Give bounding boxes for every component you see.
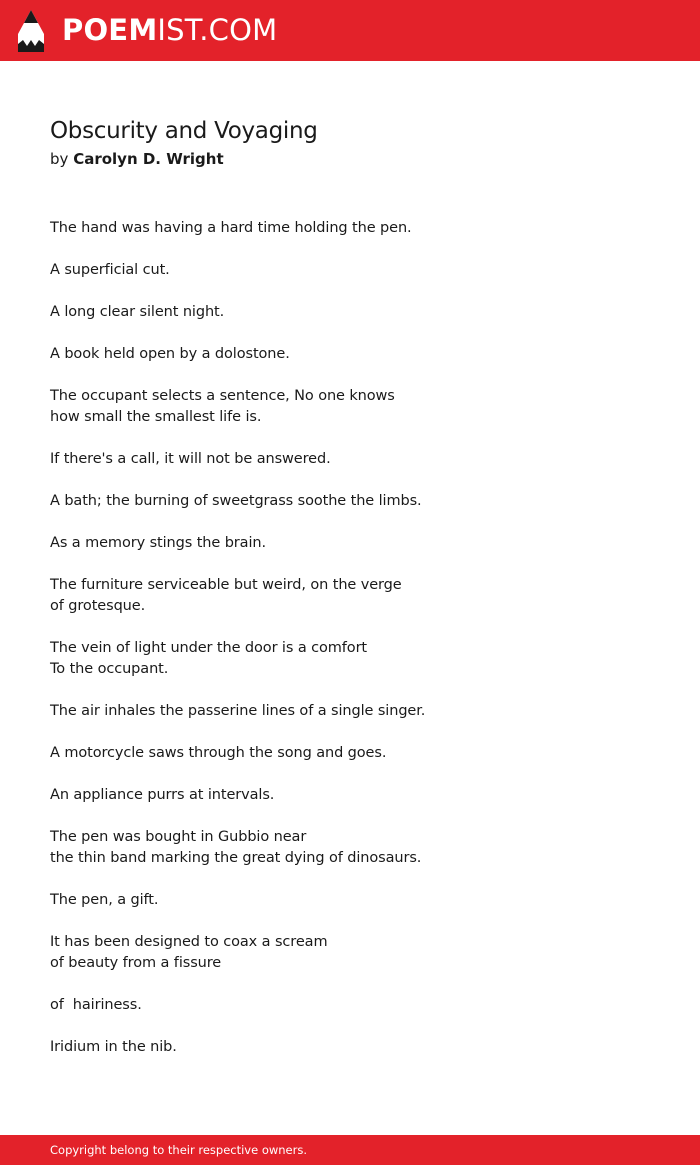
byline xyxy=(50,146,650,172)
poem-line: The hand was having a hard time holding the pen. xyxy=(50,220,412,236)
poem-line: A book held open by a dolostone. xyxy=(50,346,290,362)
poem-line: how small the smallest life is. xyxy=(50,409,262,425)
stanza xyxy=(50,701,650,722)
stanza xyxy=(50,890,650,911)
poem-line: The pen was bought in Gubbio near xyxy=(50,829,307,845)
stanza xyxy=(50,785,650,806)
poem-line: The furniture serviceable but weird, on the verge xyxy=(50,577,402,593)
stanza xyxy=(50,260,650,281)
poem-line: If there's a call, it will not be answered. xyxy=(50,451,331,467)
poem-line: An appliance purrs at intervals. xyxy=(50,787,275,803)
pencil-tip-icon[interactable] xyxy=(18,10,44,52)
stanza xyxy=(50,932,650,974)
site-header xyxy=(0,0,700,61)
poem-line: of beauty from a fissure xyxy=(50,955,222,971)
poem-line: The occupant selects a sentence, No one knows xyxy=(50,388,395,404)
copyright-text: Copyright belong to their respective owners. xyxy=(50,1143,308,1157)
stanza xyxy=(50,386,650,428)
poem-line: A superficial cut. xyxy=(50,262,170,278)
poem-heading xyxy=(50,116,650,172)
stanza xyxy=(50,638,650,680)
page-title: Obscurity and Voyaging xyxy=(50,118,318,144)
stanza xyxy=(50,533,650,554)
stanza xyxy=(50,218,650,239)
poem-line: the thin band marking the great dying of dinosaurs. xyxy=(50,850,422,866)
stanza xyxy=(50,575,650,617)
poem-line: The air inhales the passerine lines of a single singer. xyxy=(50,703,426,719)
stanza xyxy=(50,995,650,1016)
stanza xyxy=(50,827,650,869)
poem-body xyxy=(50,218,650,1079)
poem-line: As a memory stings the brain. xyxy=(50,535,266,551)
poem-line: To the occupant. xyxy=(50,661,169,677)
poem-line: A motorcycle saws through the song and goes. xyxy=(50,745,387,761)
author-name: Carolyn D. Wright xyxy=(73,150,224,168)
poem-line: of hairiness. xyxy=(50,997,142,1013)
logo-bold-text: POEM xyxy=(62,13,158,47)
stanza xyxy=(50,449,650,470)
poem-line: The vein of light under the door is a comfort xyxy=(50,640,368,656)
stanza xyxy=(50,491,650,512)
poem-line: It has been designed to coax a scream xyxy=(50,934,328,950)
poem-line: The pen, a gift. xyxy=(50,892,159,908)
poem-line: Iridium in the nib. xyxy=(50,1039,177,1055)
stanza xyxy=(50,344,650,365)
stanza xyxy=(50,302,650,323)
poem-line: A bath; the burning of sweetgrass soothe the limbs. xyxy=(50,493,422,509)
site-footer xyxy=(0,1135,700,1165)
stanza xyxy=(50,1037,650,1058)
by-label: by xyxy=(50,150,69,168)
stanza xyxy=(50,743,650,764)
poem-line: of grotesque. xyxy=(50,598,146,614)
poem-line: A long clear silent night. xyxy=(50,304,225,320)
logo-light-text: IST.COM xyxy=(157,13,278,47)
site-logo[interactable] xyxy=(62,12,277,48)
